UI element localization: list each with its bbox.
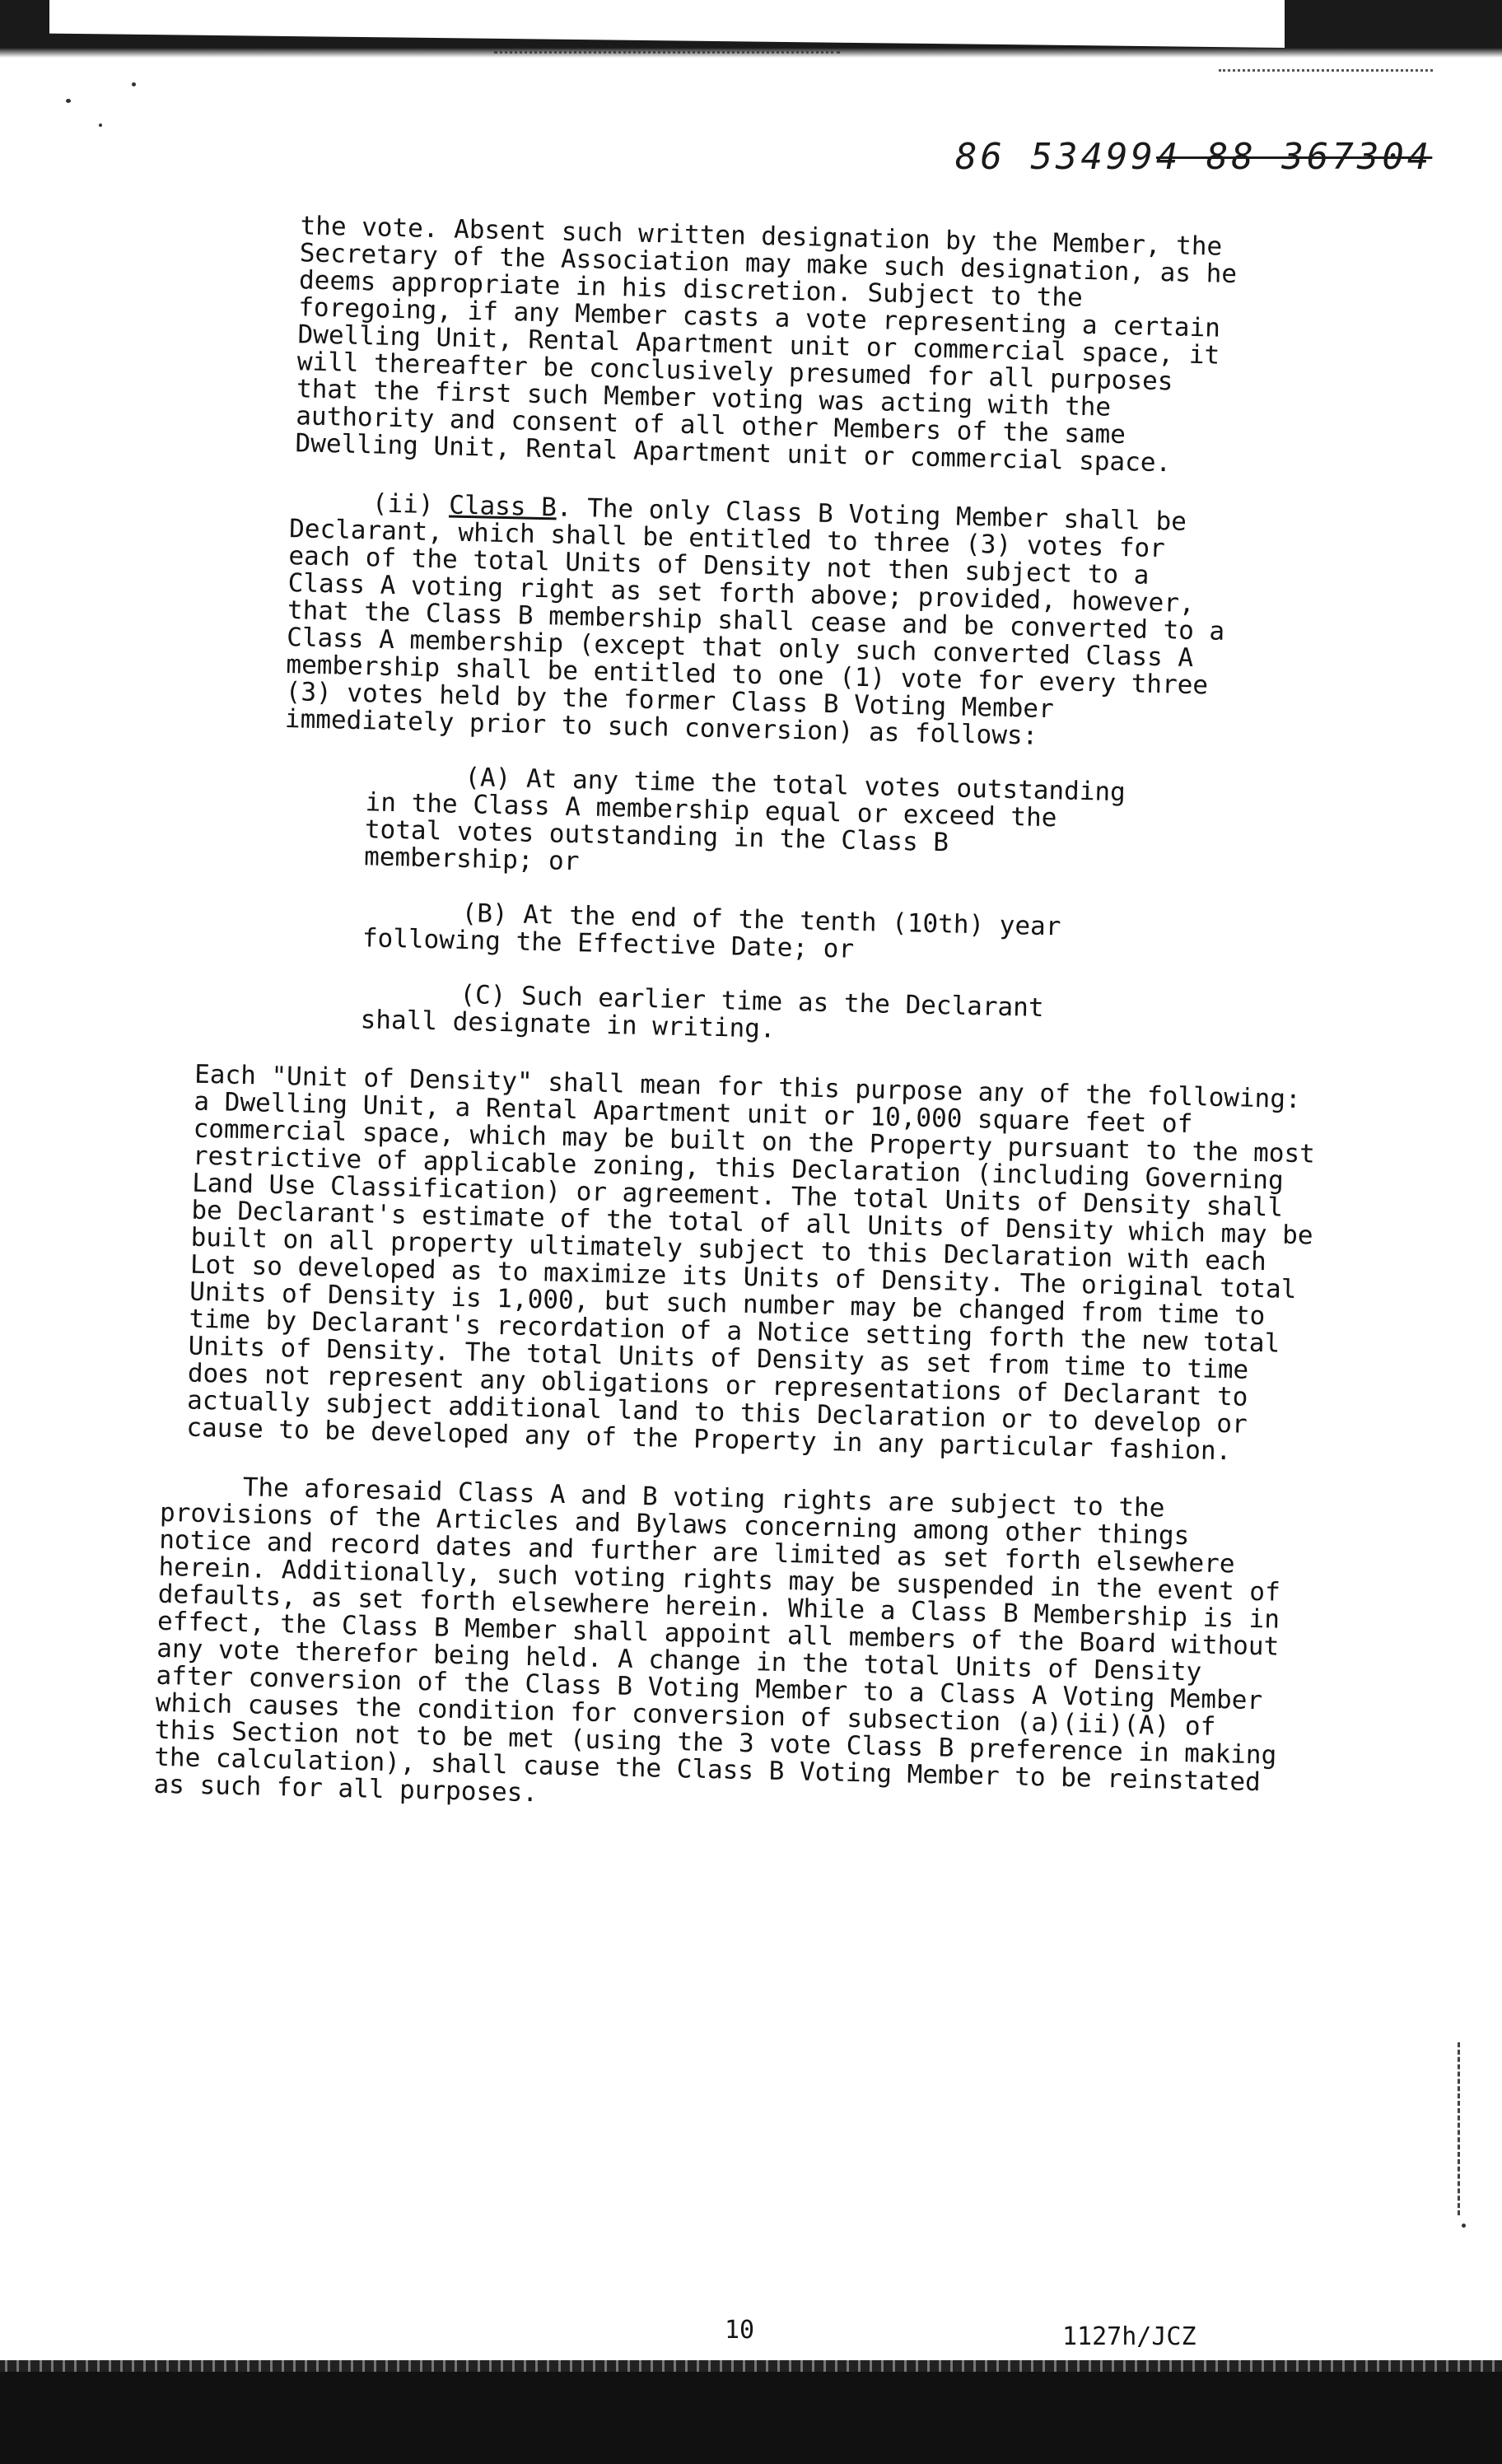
paragraph-voting-rights: The aforesaid Class A and B voting rights are subject to the provisions of the Articles and Bylaws concerning among other things notice and record dates and further are limited as set forth elsewhere herein. Additionally, such voting rights may be suspended in the event of defaults, as set forth elsewhere herein. While a Class B Membership is in effect, the Class B Member shall appoint all members of the Board without any vote therefor being held. A change in the total Units of Density after conversion of the Class B Voting Member to a Class A Voting Member which causes the condition for conversion of subsection (a)(ii)(A) of this Section not to be met (using the 3 vote Class B preference in making the calculation), shall cause the Class B Voting Member to be reinstated as such for all purposes.	[153, 1472, 1281, 1808]
subclause-c: (C) Such earlier time as the Declarant shall designate in writing.	[360, 979, 1044, 1044]
document-code: 1127h/JCZ	[1062, 2322, 1196, 2351]
recording-number	[955, 136, 1432, 178]
subclause-a: (A) At any time the total votes outstanding in the Class A membership equal or exceed the total votes outstanding in the Class B membership; or	[363, 762, 1126, 877]
scan-speck	[99, 124, 102, 127]
paragraph-unit-of-density: Each "Unit of Density" shall mean for this purpose any of the following: a Dwelling Unit, a Rental Apartment unit or 10,000 square feet of commercial space, which may be built on the Property pursuant to the most restrictive of applicable zoning, this Declaration (including Governing Land Use Classification) or agreement. The total Units of Density shall be Declarant's estimate of the total of all Units of Density which may be built on all property ultimately subject to this Declaration with each Lot so developed as to maximize its Units of Density. The original total Units of Density is 1,000, but such number may be changed from time to time by Declarant's recordation of a Notice setting forth the new total Units of Density. The total Units of Density as set from time to time does not represent any obligations or representations of Declarant to actually subject additional land to this Declaration or to develop or cause to be developed any of the Property in any particular fashion.	[186, 1059, 1316, 1467]
scan-speck	[66, 99, 71, 103]
scan-speck	[132, 82, 136, 86]
scan-edge-marks	[1458, 2042, 1485, 2215]
recording-number-struck: 4 88 367304	[1155, 136, 1433, 178]
scan-bottom-border	[0, 2372, 1502, 2464]
scan-noise	[494, 51, 840, 57]
subclause-b: (B) At the end of the tenth (10th) year following the Effective Date; or	[362, 898, 1061, 964]
paragraph-class-b	[285, 488, 1237, 754]
document-body	[145, 210, 1333, 1824]
page-number: 10	[725, 2316, 755, 2345]
class-b-number: (ii)	[371, 488, 435, 520]
recording-number-current: 86 53499	[955, 136, 1156, 178]
scan-speck	[1462, 2224, 1466, 2228]
paragraph-vote-designation: the vote. Absent such written designation by the Member, the Secretary of the Association may make such designation, as he deems appropriate in his discretion. Subject to the foregoing, if any Member casts a vote representing a certain Dwelling Unit, Rental Apartment unit or commercial space, it will thereafter be conclusively presumed for all purposes that the first such Member voting was acting with the authority and consent of all other Members of the same Dwelling Unit, Rental Apartment unit or commercial space.	[295, 211, 1238, 478]
class-b-heading: Class B	[448, 490, 557, 523]
class-b-text: . The only Class B Voting Member shall be Declarant, which shall be entitled to three (3) votes for each of the total Units of Density not then subject to a Class A voting right as set forth above; provided, however, that the Class B membership shall cease and be converted to a Class A membership (except that only such converted Class A membership shall be entitled to one (1) vote for every three (3) votes held by the former Class B Voting Member immediately prior to such conversion) as follows:	[284, 492, 1225, 751]
scan-noise	[1219, 69, 1433, 75]
